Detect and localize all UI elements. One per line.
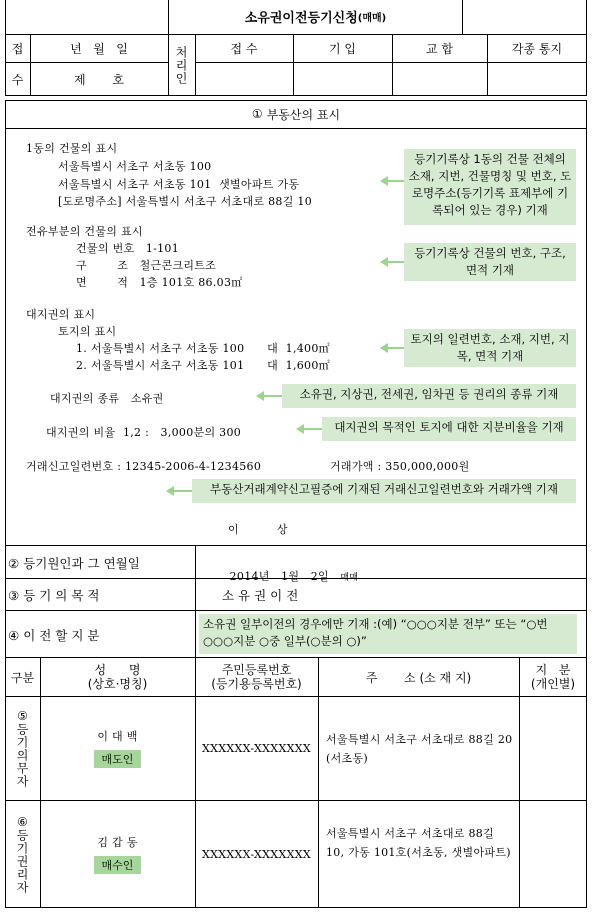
col-share xyxy=(519,658,587,696)
form-title-text: 소유권이전등기신청 xyxy=(244,10,358,26)
buyer-badge: 매수인 xyxy=(94,856,142,874)
unit-line-2: 구 조 철근콘크리트조 xyxy=(76,259,217,272)
right-kind: 대지권의 종류 소유권 xyxy=(50,392,164,405)
divider xyxy=(195,546,196,658)
purpose-label xyxy=(8,586,99,604)
trade-price: 거래가액 : 350,000,000원 xyxy=(330,460,470,473)
date-label: 년 월 일 xyxy=(70,41,128,56)
processor-label: 처리인 xyxy=(174,45,188,85)
cause-date: 2014년 1월 2일 xyxy=(229,570,329,583)
cause-value xyxy=(222,555,358,584)
cause-label-text: 등기원인과 그 연월일 xyxy=(23,556,140,571)
note-building: 등기기록상 1동의 건물 전체의 소재, 지번, 건물명칭 및 번호, 도로명주소(등기기록 표제부에 기록되어 있는 경우) 기재 xyxy=(404,149,576,225)
cause-label xyxy=(8,554,140,572)
col-kind: 구분 xyxy=(10,670,35,685)
col-share-main: 지 분 xyxy=(535,663,571,677)
purpose-label-text: 등 기 의 목 적 xyxy=(23,588,100,603)
arrow-building xyxy=(380,174,404,188)
receipt-label-2: 수 xyxy=(11,72,24,87)
arrow-ratio xyxy=(296,422,322,436)
col-entry: 기 입 xyxy=(329,41,356,56)
building-line-1: 서울특별시 서초구 서초동 100 xyxy=(58,160,212,173)
obligor-address: 서울특별시 서초구 서초대로 88길 20 (서초동) xyxy=(326,733,513,765)
header-col-line xyxy=(195,62,587,63)
property-heading-text: 부동산의 표시 xyxy=(266,107,341,122)
building-line-2: 서울특별시 서초구 서초동 101 샛별아파트 가동 xyxy=(58,178,300,191)
note-kind: 소유권, 지상권, 전세권, 임차권 등 권리의 종류 기재 xyxy=(282,384,576,408)
divider xyxy=(5,610,587,611)
obligee-num: ⑥ xyxy=(17,814,28,829)
number-label: 제 호 xyxy=(74,72,124,87)
unit-title: 전유부분의 건물의 표시 xyxy=(26,225,143,238)
col-name-sub: (상호·명칭) xyxy=(87,677,148,691)
col-id xyxy=(195,658,318,696)
obligee-address: 서울특별시 서초구 서초대로 88길 10, 가동 101호(서초동, 샛별아파트) xyxy=(326,827,511,859)
unit-line-3: 면 적 1층 101호 86.03㎡ xyxy=(76,276,243,289)
arrow-trade xyxy=(166,484,192,498)
obligee-id: XXXXXX-XXXXXXX xyxy=(202,847,311,861)
building-title: 1동의 건물의 표시 xyxy=(26,142,118,155)
land-line-1: 1. 서울특별시 서초구 서초동 100 대 1,400㎡ xyxy=(76,342,330,355)
obligee-name: 김 갑 동 xyxy=(97,836,138,849)
arrow-kind xyxy=(256,389,282,403)
share-note: 소유권 일부이전의 경우에만 기재 :(예) “○○○지분 전부” 또는 “○번 ○○○지분 ○중 일부(○분의 ○)” xyxy=(199,614,577,654)
arrow-unit xyxy=(380,255,404,269)
col-check: 교 합 xyxy=(426,41,453,56)
land-right-title: 대지권의 표시 xyxy=(26,308,96,321)
obligor-name: 이 대 백 xyxy=(97,730,138,743)
right-ratio: 대지권의 비율 1,2 : 3,000분의 300 xyxy=(46,426,242,439)
note-ratio: 대지권의 목적인 토지에 대한 지분비율을 기재 xyxy=(322,417,576,441)
col-id-main: 주민등록번호 xyxy=(221,663,292,677)
land-line-2: 2. 서울특별시 서초구 서초동 101 대 1,600㎡ xyxy=(76,359,330,372)
form-title-suffix: (매매) xyxy=(357,12,387,24)
cause-num: ② xyxy=(8,556,20,571)
property-heading-num: ① xyxy=(251,107,263,121)
note-trade: 부동산거래계약신고필증에 기재된 거래신고일련번호와 거래가액 기재 xyxy=(192,479,576,503)
trade-serial: 거래신고일련번호 : 12345-2006-4-1234560 xyxy=(26,460,262,473)
unit-line-1: 건물의 번호 1-101 xyxy=(76,242,180,255)
note-unit: 등기기록상 건물의 번호, 구조, 면적 기재 xyxy=(404,243,576,281)
obligor-kind-text: 등기의무자 xyxy=(15,722,29,788)
col-receipt: 접 수 xyxy=(230,41,258,56)
seller-badge: 매도인 xyxy=(94,750,142,768)
cause-kind: 매매 xyxy=(340,573,359,583)
property-heading-line xyxy=(5,128,587,129)
note-land: 토지의 일련번호, 소재, 지번, 지목, 면적 기재 xyxy=(404,329,576,367)
col-notice: 각종 통지 xyxy=(511,41,563,56)
end-mark: 이 상 xyxy=(228,523,288,536)
arrow-land xyxy=(380,341,404,355)
obligor-name-cell xyxy=(40,696,195,800)
property-heading xyxy=(5,100,587,128)
obligor-kind xyxy=(5,696,40,800)
col-id-sub: (등기용등록번호) xyxy=(211,677,302,691)
col-name-main: 성 명 xyxy=(94,663,141,677)
obligee-kind-text: 등기권리자 xyxy=(15,828,29,894)
obligee-kind xyxy=(5,800,40,908)
share-label xyxy=(8,626,99,644)
share-num: ④ xyxy=(8,628,20,643)
form-title xyxy=(168,2,463,30)
col-share-sub: (개인별) xyxy=(530,677,576,691)
obligee-name-cell xyxy=(40,800,195,908)
purpose-num: ③ xyxy=(8,588,20,603)
obligor-num: ⑤ xyxy=(17,708,28,723)
receipt-label: 접 xyxy=(11,41,24,56)
obligor-id: XXXXXX-XXXXXXX xyxy=(202,741,311,755)
share-label-text: 이 전 할 지 분 xyxy=(23,628,100,643)
building-line-3: [도로명주소] 서울특별시 서초구 서초대로 88길 10 xyxy=(58,195,313,208)
land-title: 토지의 표시 xyxy=(58,325,117,338)
purpose-value: 소 유 권 이 전 xyxy=(222,588,299,603)
col-address: 주 소 (소 재 지) xyxy=(365,670,472,685)
col-name xyxy=(40,658,195,696)
